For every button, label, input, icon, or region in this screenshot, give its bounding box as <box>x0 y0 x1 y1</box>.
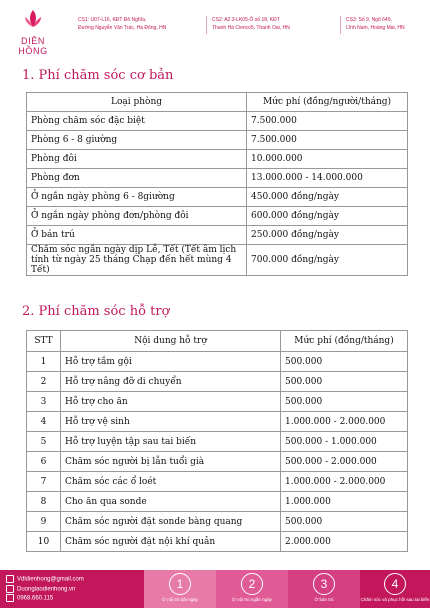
table-row <box>27 512 408 532</box>
table-row <box>27 169 408 188</box>
table-cell: 1.000.000 <box>281 492 408 512</box>
basic-fees-table <box>26 92 408 276</box>
table-cell: 8 <box>27 492 61 512</box>
table-cell: 2.000.000 <box>281 532 408 552</box>
step-label: Chăm sóc và phục hồi sau tai biến <box>360 597 430 602</box>
table-cell: 500.000 <box>281 392 408 412</box>
service-step-4 <box>360 570 430 608</box>
table-row <box>27 472 408 492</box>
step-label: Ở nội trú ngắn ngày <box>232 597 272 602</box>
column-header: STT <box>27 331 61 352</box>
table-cell: 6 <box>27 452 61 472</box>
header <box>0 0 430 56</box>
email-icon <box>6 575 14 583</box>
email-text: Vdldienhong@gmail.com <box>17 576 84 583</box>
table-row <box>27 226 408 245</box>
step-label: Ở bán trú <box>314 597 334 602</box>
table-cell: 7.500.000 <box>247 131 408 150</box>
table-cell: Chăm sóc người đặt sonde bàng quang <box>61 512 281 532</box>
table-cell: Phòng 6 - 8 giường <box>27 131 247 150</box>
table-cell: 1 <box>27 352 61 372</box>
table-cell: Hỗ trợ cho ăn <box>61 392 281 412</box>
table-row <box>27 150 408 169</box>
table-row <box>27 245 408 276</box>
table-cell: Ở ngắn ngày phòng 6 - 8giường <box>27 188 247 207</box>
table-cell: 450.000 đồng/ngày <box>247 188 408 207</box>
step-number: 3 <box>313 573 335 595</box>
table-cell: 500.000 <box>281 352 408 372</box>
table-row <box>27 452 408 472</box>
phone-text: 0968.660.115 <box>17 595 54 602</box>
table-cell: Hỗ trợ vệ sinh <box>61 412 281 432</box>
table-cell: Chăm sóc các ổ loét <box>61 472 281 492</box>
section-title-basic-fees: 1. Phí chăm sóc cơ bản <box>22 68 174 83</box>
table-cell: 7.500.000 <box>247 112 408 131</box>
table-cell: 2 <box>27 372 61 392</box>
table-cell: Cho ăn qua sonde <box>61 492 281 512</box>
table-cell: 13.000.000 - 14.000.000 <box>247 169 408 188</box>
table-header-row <box>27 93 408 112</box>
service-step-2 <box>216 570 288 608</box>
column-header: Loại phòng <box>27 93 247 112</box>
table-row <box>27 492 408 512</box>
table-cell: 10 <box>27 532 61 552</box>
table-cell: 700.000 đồng/ngày <box>247 245 408 276</box>
table-cell: 1.000.000 - 2.000.000 <box>281 472 408 492</box>
step-label: Ở nội trú dài ngày <box>162 597 198 602</box>
table-row <box>27 112 408 131</box>
lotus-logo-icon <box>22 8 44 30</box>
table-cell: 500.000 <box>281 512 408 532</box>
column-header: Mức phí (đồng/tháng) <box>281 331 408 352</box>
branch-address-3: CS3: Số 9, Ngõ 649, Lĩnh Nam, Hoàng Mai, HN <box>346 16 426 32</box>
table-row <box>27 188 408 207</box>
table-cell: Ở ngắn ngày phòng đơn/phòng đôi <box>27 207 247 226</box>
column-header: Nội dung hỗ trợ <box>61 331 281 352</box>
support-fees-table <box>26 330 408 552</box>
phone-icon <box>6 594 14 602</box>
contact-info <box>6 575 84 604</box>
footer <box>0 570 430 608</box>
table-cell: 7 <box>27 472 61 492</box>
service-step-3 <box>288 570 360 608</box>
table-cell: 10.000.000 <box>247 150 408 169</box>
table-cell: Hỗ trợ luyện tập sau tai biến <box>61 432 281 452</box>
table-row <box>27 131 408 150</box>
divider <box>340 16 341 34</box>
step-number: 2 <box>241 573 263 595</box>
globe-icon <box>6 585 14 593</box>
column-header: Mức phí (đồng/người/tháng) <box>247 93 408 112</box>
table-cell: Chăm sóc người đặt nội khí quản <box>61 532 281 552</box>
table-cell: 5 <box>27 432 61 452</box>
table-cell: 250.000 đồng/ngày <box>247 226 408 245</box>
table-cell: Phòng chăm sóc đặc biệt <box>27 112 247 131</box>
divider <box>206 16 207 34</box>
table-cell: 600.000 đồng/ngày <box>247 207 408 226</box>
table-cell: 1.000.000 - 2.000.000 <box>281 412 408 432</box>
table-cell: Chăm sóc ngắn ngày dịp Lễ, Tết (Tết âm lịch tính từ ngày 25 tháng Chạp đến hết mùng 4 Tết) <box>27 245 247 276</box>
step-number: 4 <box>384 573 406 595</box>
table-cell: Hỗ trợ tắm gội <box>61 352 281 372</box>
table-row <box>27 207 408 226</box>
table-cell: Chăm sóc người bị lẫn tuổi già <box>61 452 281 472</box>
table-row <box>27 432 408 452</box>
step-number: 1 <box>169 573 191 595</box>
table-header-row <box>27 331 408 352</box>
table-cell: Phòng đôi <box>27 150 247 169</box>
table-row <box>27 532 408 552</box>
table-row <box>27 352 408 372</box>
table-cell: 4 <box>27 412 61 432</box>
table-cell: 3 <box>27 392 61 412</box>
table-cell: 9 <box>27 512 61 532</box>
branch-address-1: CS1: U07-L16, KĐT Đô Nghĩa, Đường Nguyễn Văn Trác, Hà Đông, HN <box>78 17 167 31</box>
branch-address-2: CS2: A2.3-LK05-Ô số 18, KĐT Thanh Hà Cienco5, Thanh Oai, HN <box>212 16 332 32</box>
table-cell: Phòng đơn <box>27 169 247 188</box>
logo <box>6 8 60 56</box>
table-cell: 500.000 - 1.000.000 <box>281 432 408 452</box>
service-step-1 <box>144 570 216 608</box>
table-row <box>27 412 408 432</box>
table-cell: 500.000 - 2.000.000 <box>281 452 408 472</box>
table-row <box>27 372 408 392</box>
website-text: Duonglaodienhong.vn <box>17 586 76 593</box>
logo-text: DIÊN HỒNG <box>18 36 48 56</box>
table-cell: Ở bán trú <box>27 226 247 245</box>
section-title-support-fees: 2. Phí chăm sóc hỗ trợ <box>22 304 170 319</box>
table-row <box>27 392 408 412</box>
table-cell: 500.000 <box>281 372 408 392</box>
table-cell: Hỗ trợ nâng đỡ di chuyển <box>61 372 281 392</box>
